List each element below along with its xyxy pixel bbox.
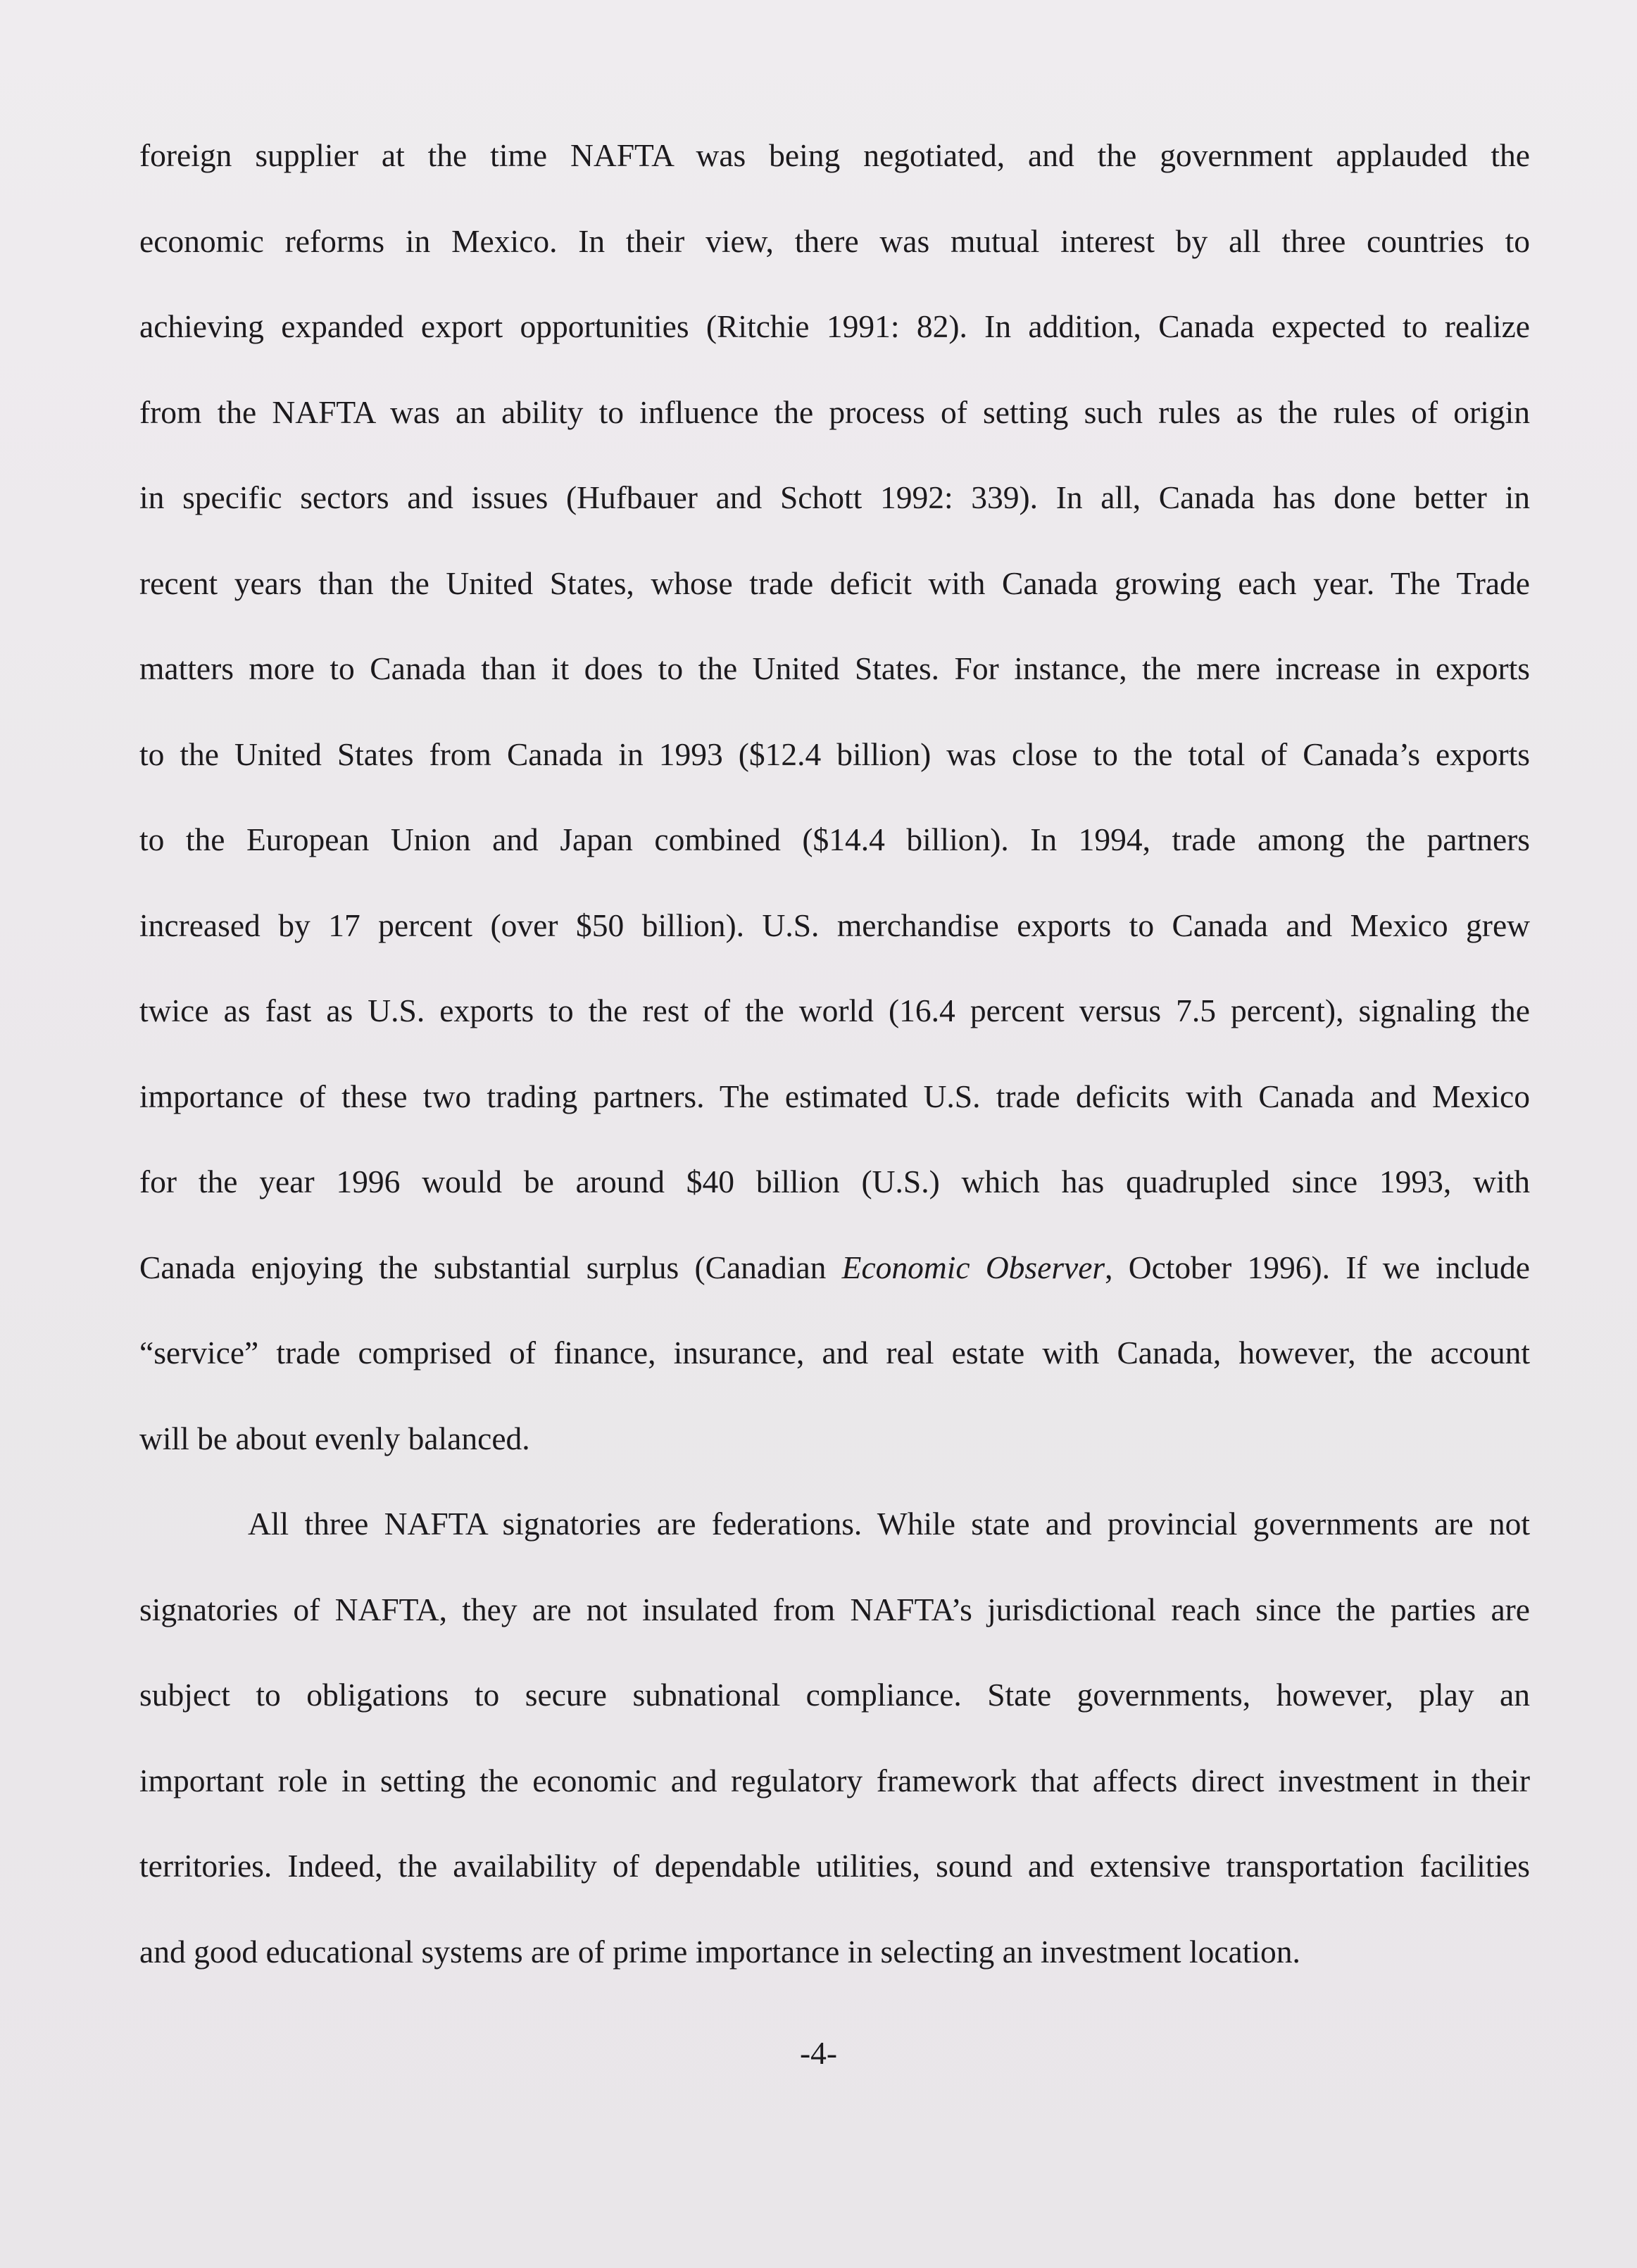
- text-line: signatories of NAFTA, they are not insulated from NAFTA’s jurisdictional reach since the parties are: [139, 1591, 1530, 1627]
- text-run: Canada enjoying the substantial surplus (Canadian: [139, 1249, 842, 1285]
- text-line: matters more to Canada than it does to the United States. For instance, the mere increase in exports: [139, 650, 1530, 686]
- paragraph-1: [139, 118, 1530, 1487]
- text-line: important role in setting the economic and regulatory framework that affects direct investment in their: [139, 1762, 1530, 1798]
- paragraph-2: [139, 1487, 1530, 2000]
- text-run: , October 1996). If we include: [1105, 1249, 1530, 1285]
- text-line: achieving expanded export opportunities (Ritchie 1991: 82). In addition, Canada expected to realize: [139, 308, 1530, 344]
- text-line: territories. Indeed, the availability of dependable utilities, sound and extensive transportation facilities: [139, 1848, 1530, 1884]
- text-line: will be about evenly balanced.: [139, 1420, 530, 1456]
- text-line: to the European Union and Japan combined ($14.4 billion). In 1994, trade among the partners: [139, 821, 1530, 857]
- text-line: twice as fast as U.S. exports to the rest of the world (16.4 percent versus 7.5 percent), signaling the: [139, 993, 1530, 1028]
- publication-title: Economic Observer: [841, 1249, 1105, 1285]
- text-line: increased by 17 percent (over $50 billion). U.S. merchandise exports to Canada and Mexico grew: [139, 907, 1530, 943]
- text-line: recent years than the United States, whose trade deficit with Canada growing each year. The Trade: [139, 565, 1530, 601]
- text-line: subject to obligations to secure subnational compliance. State governments, however, play an: [139, 1677, 1530, 1713]
- text-line: to the United States from Canada in 1993 ($12.4 billion) was close to the total of Canada’s exports: [139, 736, 1530, 772]
- text-line: “service” trade comprised of finance, insurance, and real estate with Canada, however, the account: [139, 1335, 1530, 1371]
- page-number: -4-: [799, 2035, 838, 2071]
- text-line: in specific sectors and issues (Hufbauer and Schott 1992: 339). In all, Canada has done better in: [139, 479, 1530, 515]
- text-line: [139, 1230, 1530, 1316]
- body-text: [139, 118, 1530, 2000]
- text-line: for the year 1996 would be around $40 billion (U.S.) which has quadrupled since 1993, with: [139, 1164, 1530, 1199]
- text-line: and good educational systems are of prime importance in selecting an investment location.: [139, 1933, 1300, 1970]
- text-line: All three NAFTA signatories are federations. While state and provincial governments are not: [248, 1506, 1530, 1542]
- text-line: importance of these two trading partners. The estimated U.S. trade deficits with Canada and Mexico: [139, 1078, 1530, 1114]
- text-line: from the NAFTA was an ability to influence the process of setting such rules as the rules of origin: [139, 393, 1530, 430]
- text-line: economic reforms in Mexico. In their view, there was mutual interest by all three countries to: [139, 222, 1530, 259]
- text-line: foreign supplier at the time NAFTA was being negotiated, and the government applauded the: [139, 137, 1530, 173]
